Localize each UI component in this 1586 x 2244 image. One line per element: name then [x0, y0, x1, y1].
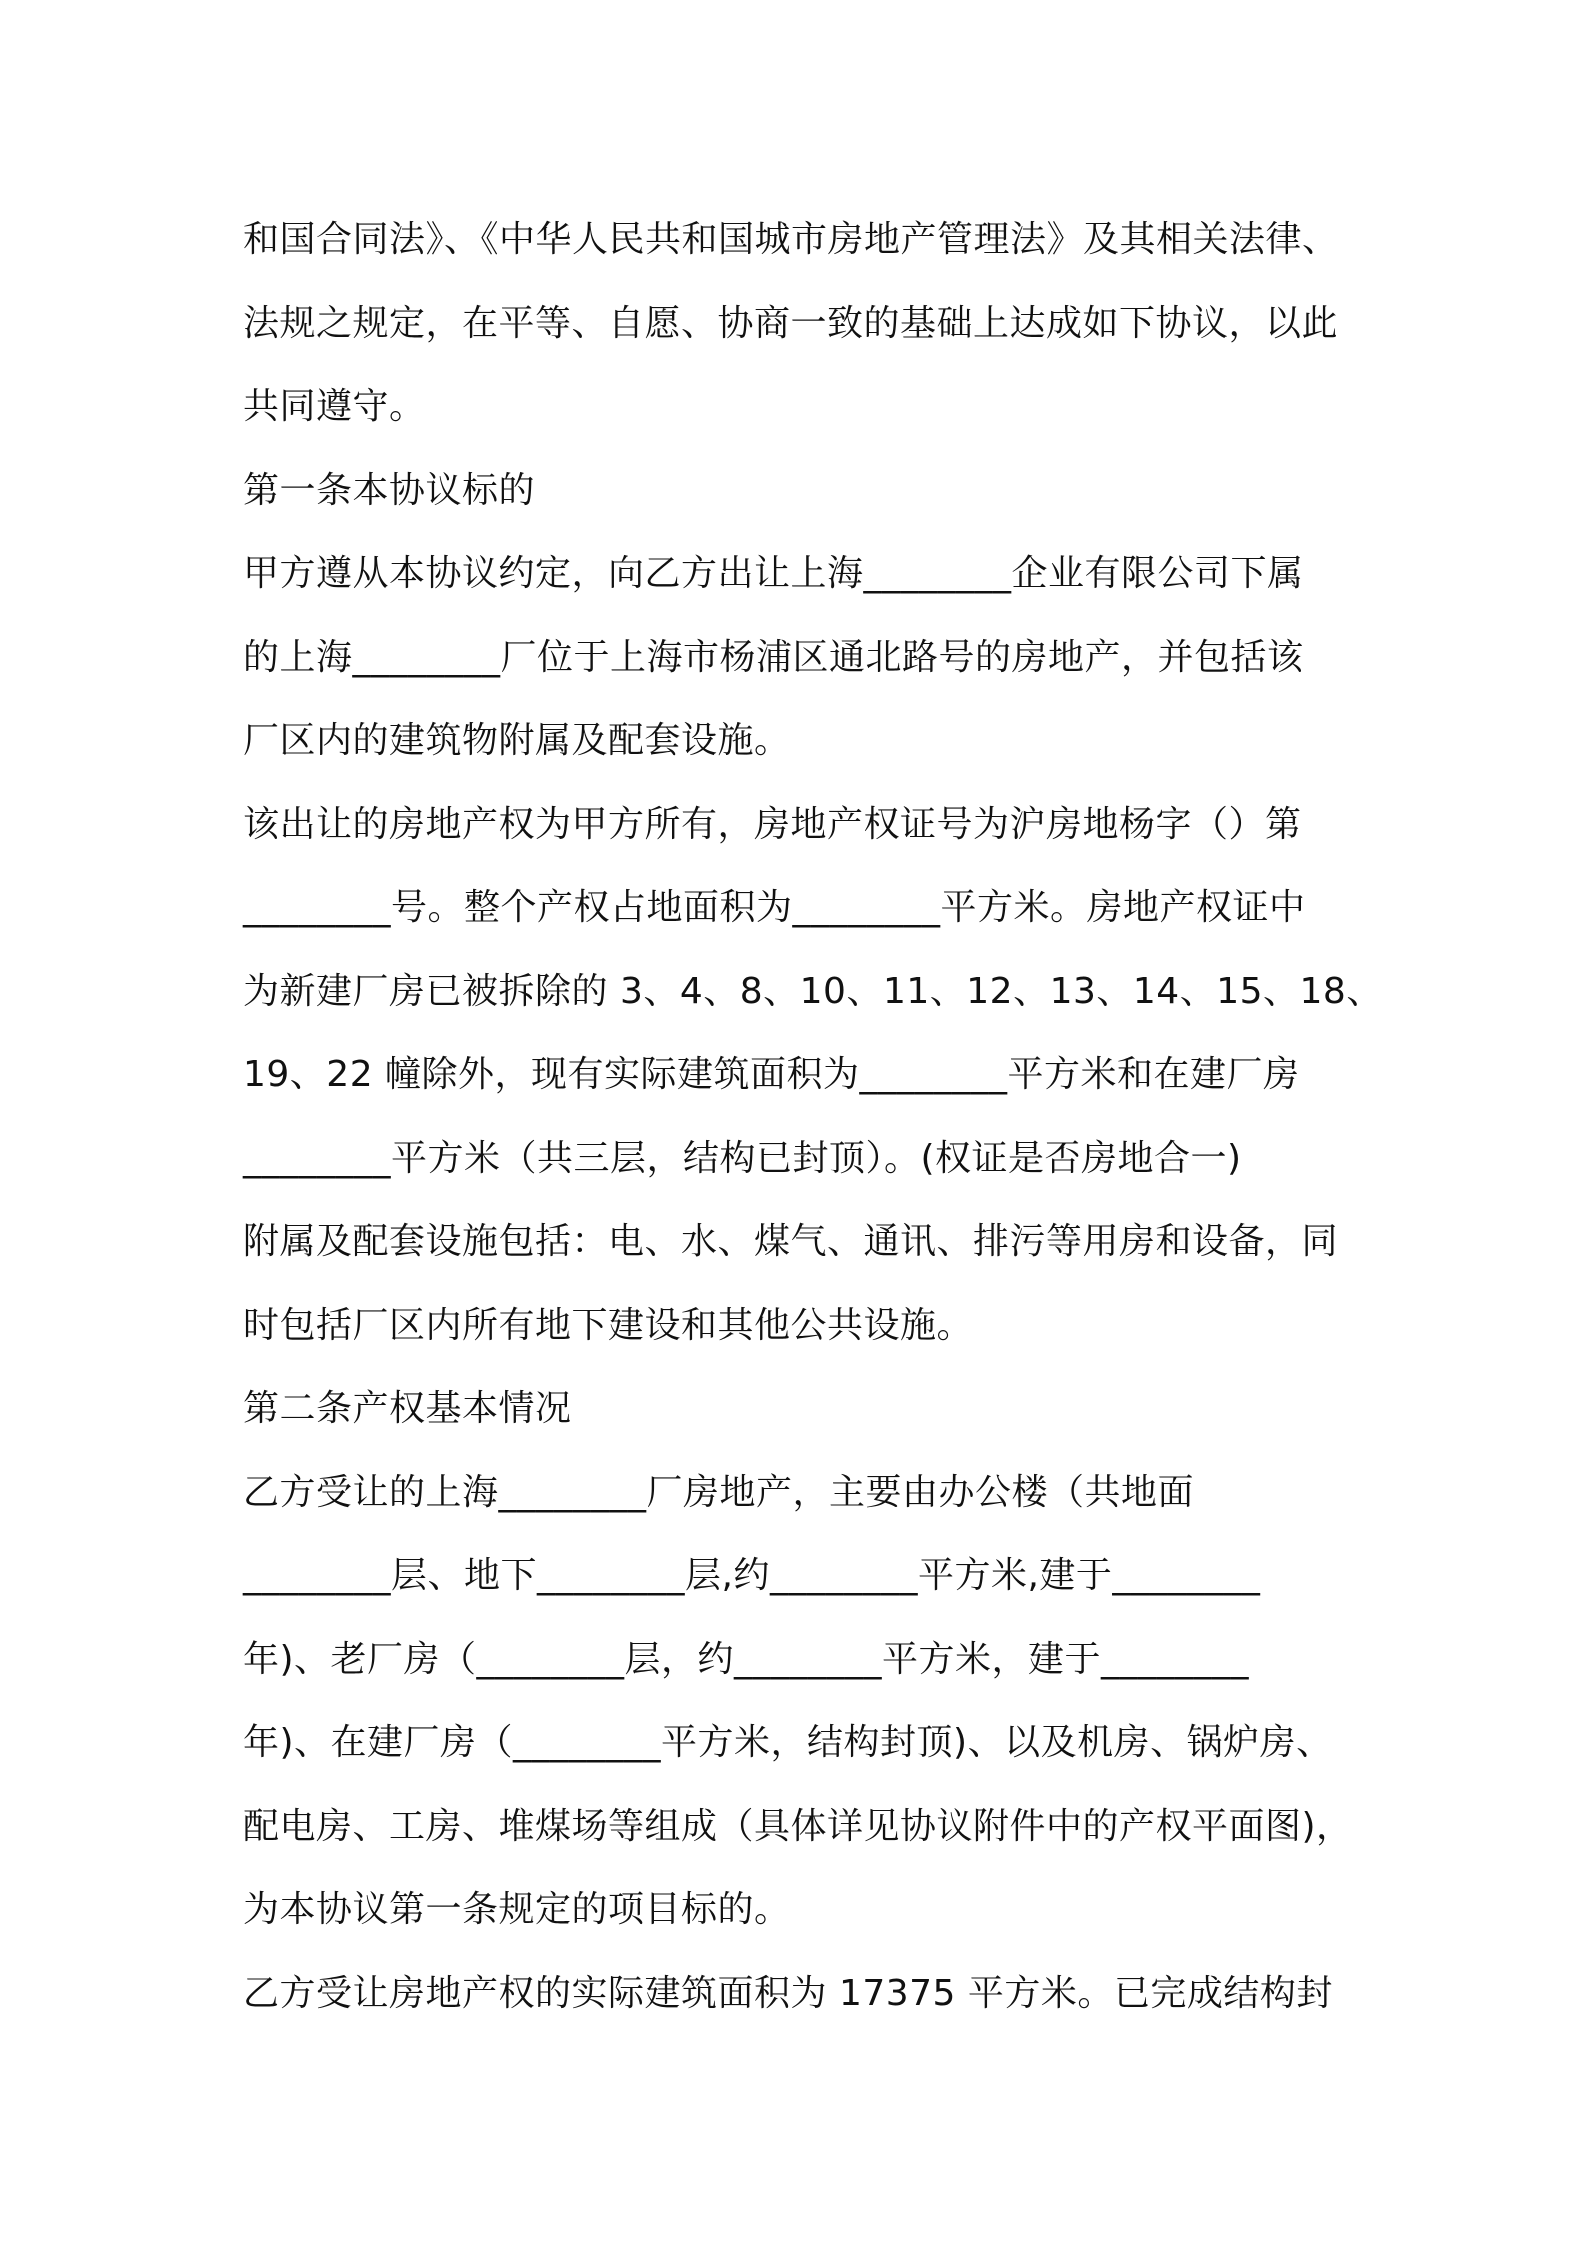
- text-line: 19、22 幢除外，现有实际建筑面积为________平方米和在建厂房: [243, 1054, 1300, 1095]
- text-line: 共同遵守。: [243, 386, 426, 427]
- text-line: 年)、在建厂房（________平方米，结构封顶)、以及机房、锅炉房、: [243, 1722, 1333, 1763]
- text-line: 为本协议第一条规定的项目标的。: [243, 1889, 791, 1930]
- text-line: 时包括厂区内所有地下建设和其他公共设施。: [243, 1304, 974, 1346]
- text-line: ________号。整个产权占地面积为________平方米。房地产权证中: [243, 887, 1306, 928]
- text-line: ________平方米（共三层，结构已封顶）。(权证是否房地合一): [243, 1137, 1242, 1179]
- contract-text: [243, 198, 1383, 2035]
- text-line: 乙方受让的上海________厂房地产，主要由办公楼（共地面: [243, 1471, 1195, 1513]
- text-line: 年)、老厂房（________层，约________平方米，建于________: [243, 1638, 1250, 1680]
- text-line: 厂区内的建筑物附属及配套设施。: [243, 720, 791, 761]
- text-line: 乙方受让房地产权的实际建筑面积为 17375 平方米。已完成结构封: [243, 1972, 1333, 2014]
- text-line: 配电房、工房、堆煤场等组成（具体详见协议附件中的产权平面图)，: [243, 1805, 1353, 1847]
- text-line: 为新建厂房已被拆除的 3、4、8、10、11、12、13、14、15、18、: [243, 970, 1383, 1012]
- text-line: 甲方遵从本协议约定，向乙方出让上海________企业有限公司下属: [243, 553, 1304, 594]
- text-line: 附属及配套设施包括：电、水、煤气、通讯、排污等用房和设备，同: [243, 1221, 1339, 1262]
- section-heading-1: 第一条本协议标的: [243, 469, 536, 511]
- text-line: 的上海________厂位于上海市杨浦区通北路号的房地产，并包括该: [243, 636, 1304, 678]
- text-line: 法规之规定，在平等、自愿、协商一致的基础上达成如下协议，以此: [243, 302, 1339, 344]
- section-heading-2: 第二条产权基本情况: [243, 1388, 572, 1429]
- text-line: 和国合同法》、《中华人民共和国城市房地产管理法》及其相关法律、: [243, 219, 1339, 260]
- text-line: 该出让的房地产权为甲方所有，房地产权证号为沪房地杨字（）第: [243, 803, 1302, 845]
- text-line: ________层、地下________层,约________平方米,建于________: [243, 1555, 1261, 1596]
